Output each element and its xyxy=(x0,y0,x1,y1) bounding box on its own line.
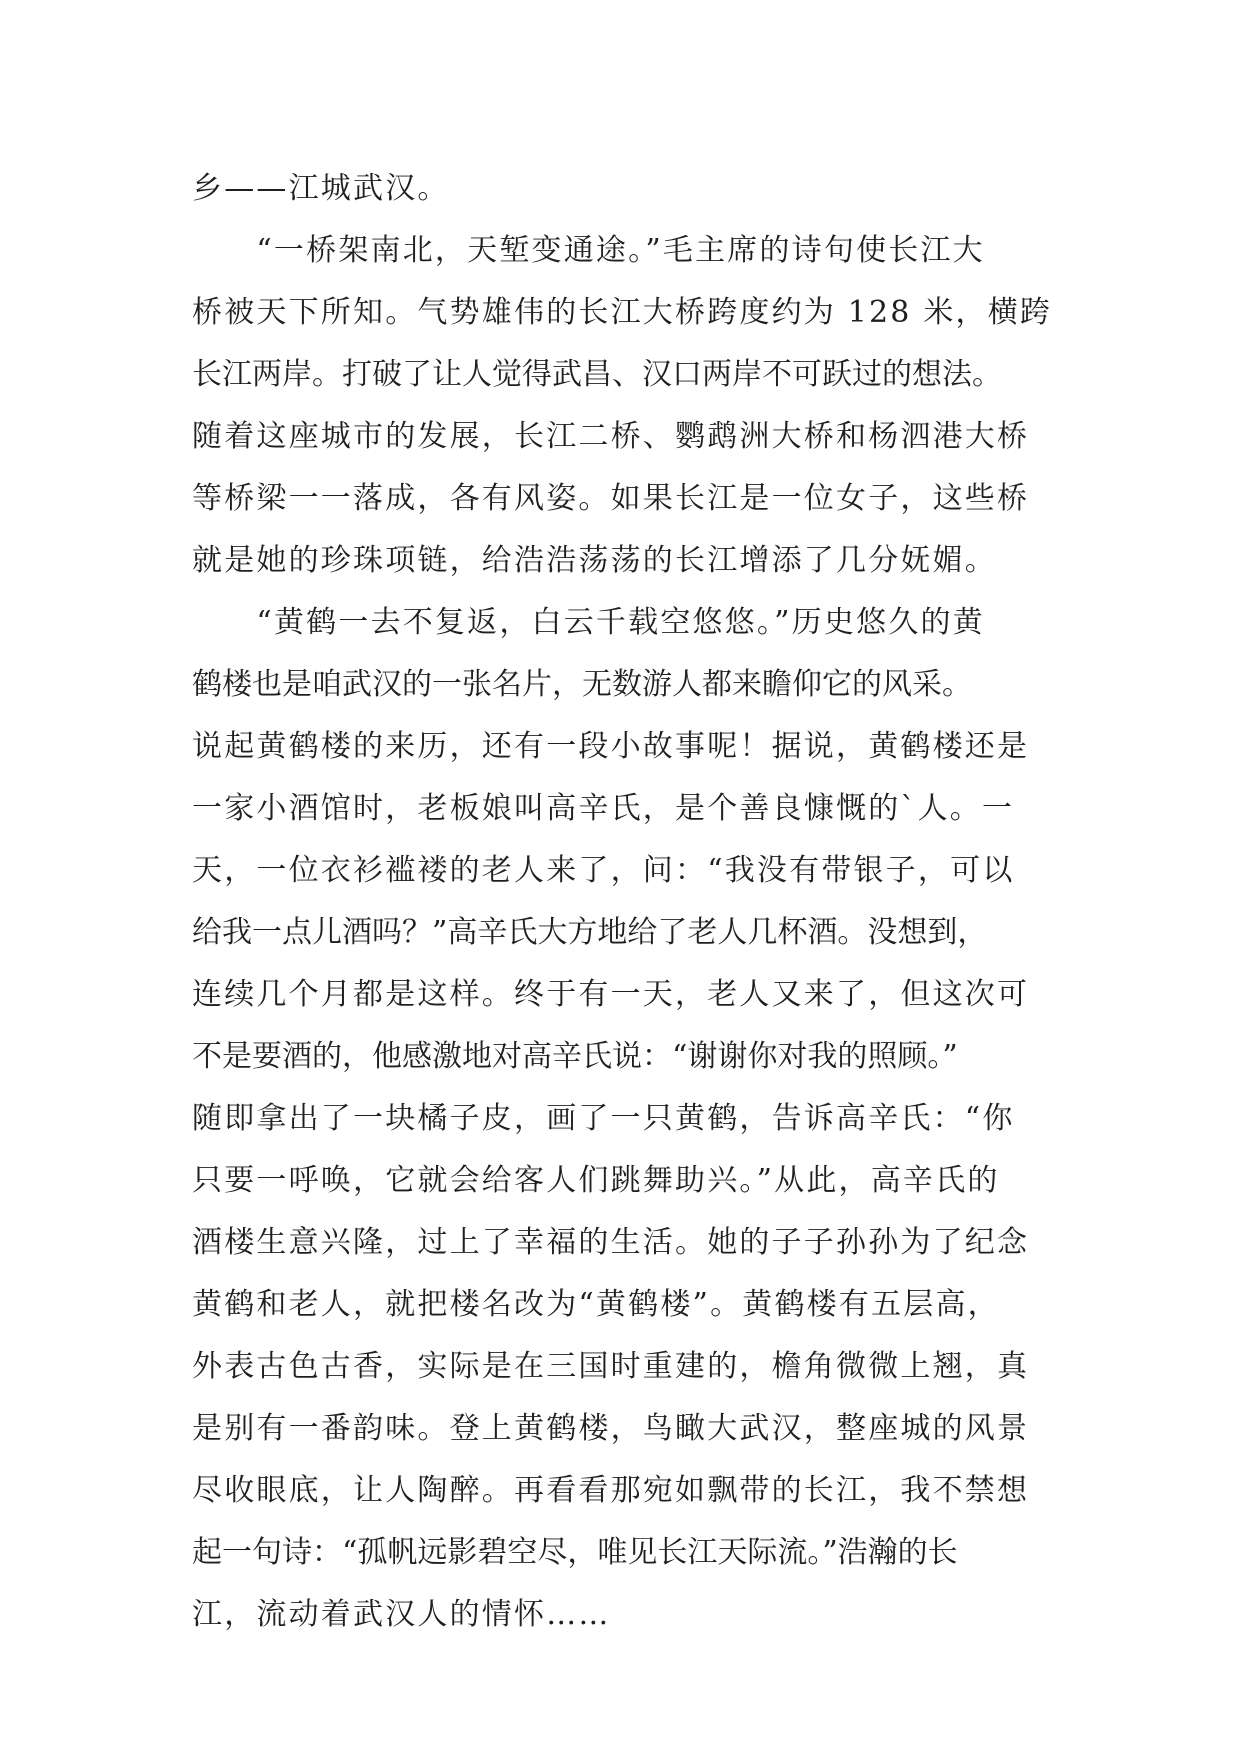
text-line: 黄鹤和老人，就把楼名改为“黄鹤楼”。黄鹤楼有五层高， xyxy=(192,1287,1000,1322)
text-line: 就是她的珍珠项链，给浩浩荡荡的长江增添了几分妩媚。 xyxy=(192,543,997,578)
text-line: 说起黄鹤楼的来历，还有一段小故事呢！据说，黄鹤楼还是 xyxy=(192,729,1030,764)
text-line: 等桥梁一一落成，各有风姿。如果长江是一位女子，这些桥 xyxy=(192,481,1030,516)
text-line: 是别有一番韵味。登上黄鹤楼，鸟瞰大武汉，整座城的风景 xyxy=(192,1411,1030,1446)
text-line: 给我一点儿酒吗？”高辛氏大方地给了老人几杯酒。没想到， xyxy=(192,915,988,950)
text-line: 一家小酒馆时，老板娘叫高辛氏，是个善良慷慨的`人。一 xyxy=(192,791,1015,826)
text-line: 天，一位衣衫褴褛的老人来了，问：“我没有带银子，可以 xyxy=(192,853,1015,888)
text-line: 外表古色古香，实际是在三国时重建的，檐角微微上翘，真 xyxy=(192,1349,1030,1384)
text-line: 乡——江城武汉。 xyxy=(192,171,450,206)
text-line: 只要一呼唤，它就会给客人们跳舞助兴。”从此，高辛氏的 xyxy=(192,1163,1000,1198)
text-line: 长江两岸。打破了让人觉得武昌、汉口两岸不可跃过的想法。 xyxy=(192,357,1002,392)
text-line: 鹤楼也是咱武汉的一张名片，无数游人都来瞻仰它的风采。 xyxy=(192,667,972,702)
text-line: 起一句诗：“孤帆远影碧空尽，唯见长江天际流。”浩瀚的长 xyxy=(192,1535,958,1570)
text-line: 随即拿出了一块橘子皮，画了一只黄鹤，告诉高辛氏：“你 xyxy=(192,1101,1015,1136)
text-line: 尽收眼底，让人陶醉。再看看那宛如飘带的长江，我不禁想 xyxy=(192,1473,1030,1508)
text-line: 随着这座城市的发展，长江二桥、鹦鹉洲大桥和杨泗港大桥 xyxy=(192,419,1030,454)
text-line: “一桥架南北，天堑变通途。”毛主席的诗句使长江大 xyxy=(192,233,985,268)
text-line: 江，流动着武汉人的情怀…… xyxy=(192,1597,611,1632)
text-line: 不是要酒的，他感激地对高辛氏说：“谢谢你对我的照顾。” xyxy=(192,1039,958,1074)
essay-body xyxy=(192,158,1072,1646)
text-line: “黄鹤一去不复返，白云千载空悠悠。”历史悠久的黄 xyxy=(192,605,985,640)
text-line: 桥被天下所知。气势雄伟的长江大桥跨度约为 128 米，横跨 xyxy=(192,295,1053,330)
text-line: 连续几个月都是这样。终于有一天，老人又来了，但这次可 xyxy=(192,977,1030,1012)
text-line: 酒楼生意兴隆，过上了幸福的生活。她的子子孙孙为了纪念 xyxy=(192,1225,1030,1260)
